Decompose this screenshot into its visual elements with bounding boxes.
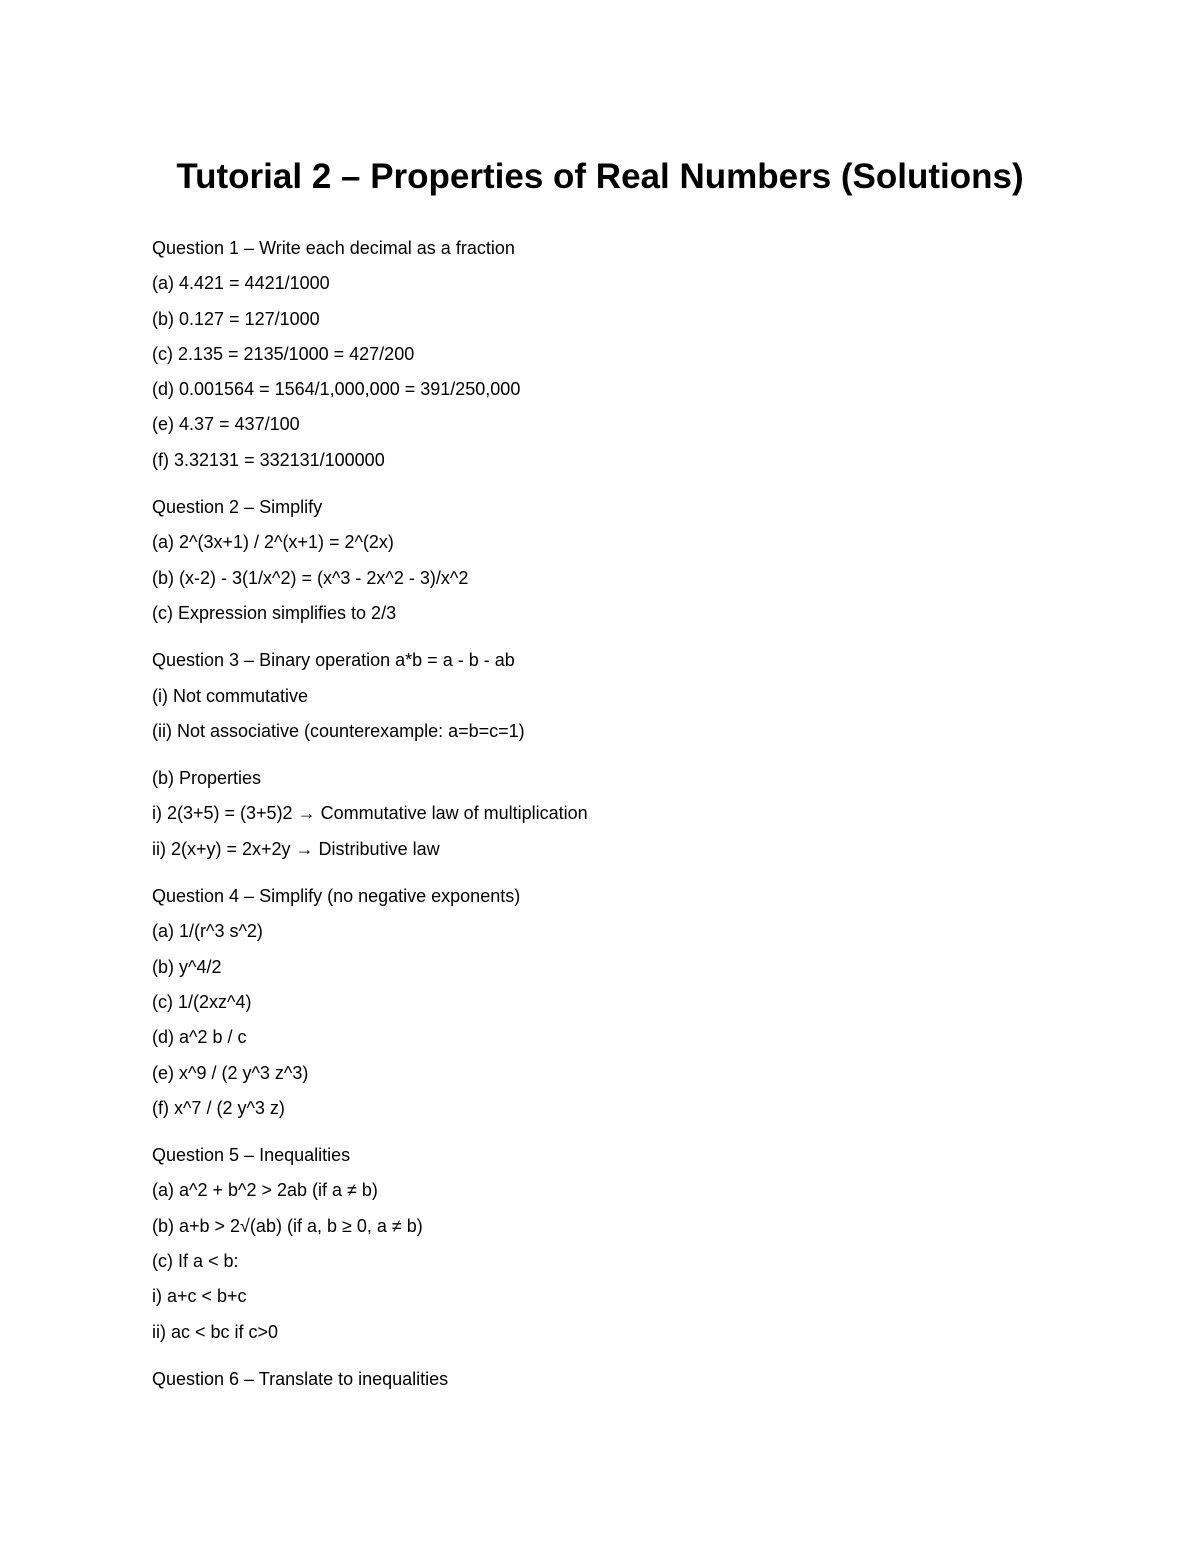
section-heading: Question 2 – Simplify xyxy=(152,497,323,518)
section-heading: Question 4 – Simplify (no negative exponents) xyxy=(152,886,521,907)
section-question-6 xyxy=(152,1362,1112,1397)
section-question-2 xyxy=(152,490,1112,631)
answer-line: (b) y^4/2 xyxy=(152,956,222,977)
answer-line: (d) 0.001564 = 1564/1,000,000 = 391/250,000 xyxy=(152,379,521,400)
document-title: Tutorial 2 – Properties of Real Numbers (Solutions) xyxy=(176,157,1024,196)
answer-line: (a) 1/(r^3 s^2) xyxy=(152,921,263,942)
section-question-1 xyxy=(152,231,1112,478)
answer-line: (b) 0.127 = 127/1000 xyxy=(152,308,320,329)
section-question-5 xyxy=(152,1138,1112,1350)
answer-line: (c) 2.135 = 2135/1000 = 427/200 xyxy=(152,343,415,364)
answer-line: (f) 3.32131 = 332131/100000 xyxy=(152,449,385,470)
document-body xyxy=(152,231,1112,1409)
answer-line: (c) If a < b: xyxy=(152,1251,239,1272)
answer-line: (i) Not commutative xyxy=(152,685,309,706)
answer-line: (b) a+b > 2√(ab) (if a, b ≥ 0, a ≠ b) xyxy=(152,1215,423,1236)
section-heading: Question 6 – Translate to inequalities xyxy=(152,1368,449,1389)
answer-line: (ii) Not associative (counterexample: a=b=c=1) xyxy=(152,720,525,741)
answer-line: ii) 2(x+y) = 2x+2y → Distributive law xyxy=(152,838,440,859)
section-question-4 xyxy=(152,879,1112,1126)
section-heading: (b) Properties xyxy=(152,768,262,789)
answer-line: (c) 1/(2xz^4) xyxy=(152,991,252,1012)
answer-line: (a) 4.421 = 4421/1000 xyxy=(152,273,330,294)
answer-line: (a) 2^(3x+1) / 2^(x+1) = 2^(2x) xyxy=(152,532,394,553)
answer-line: (e) x^9 / (2 y^3 z^3) xyxy=(152,1062,309,1083)
section-heading: Question 5 – Inequalities xyxy=(152,1145,351,1166)
section-heading: Question 1 – Write each decimal as a fraction xyxy=(152,238,515,258)
answer-line: (e) 4.37 = 437/100 xyxy=(152,414,300,435)
section-heading: Question 3 – Binary operation a*b = a - b - ab xyxy=(152,650,515,671)
section-question-3-properties xyxy=(152,761,1112,867)
answer-line: (f) x^7 / (2 y^3 z) xyxy=(152,1097,285,1118)
answer-line: (b) (x-2) - 3(1/x^2) = (x^3 - 2x^2 - 3)/x^2 xyxy=(152,567,469,588)
answer-line: (d) a^2 b / c xyxy=(152,1027,247,1048)
answer-line: ii) ac < bc if c>0 xyxy=(152,1321,279,1342)
answer-line: i) 2(3+5) = (3+5)2 → Commutative law of multiplication xyxy=(152,803,588,824)
section-question-3 xyxy=(152,643,1112,749)
answer-line: (c) Expression simplifies to 2/3 xyxy=(152,602,397,623)
answer-line: i) a+c < b+c xyxy=(152,1286,247,1307)
answer-line: (a) a^2 + b^2 > 2ab (if a ≠ b) xyxy=(152,1180,378,1201)
